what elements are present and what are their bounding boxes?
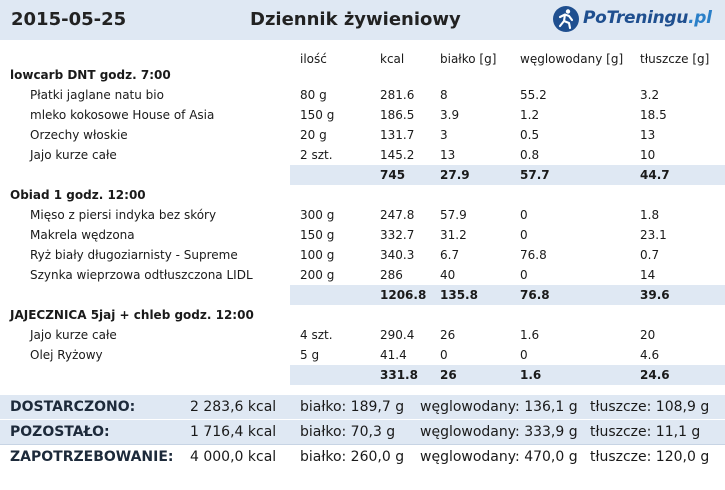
food-carbs: 0.5 — [520, 128, 540, 142]
food-protein: 3.9 — [440, 108, 460, 122]
food-kcal: 186.5 — [380, 108, 415, 122]
food-name: Mięso z piersi indyka bez skóry — [30, 208, 217, 222]
food-protein: 0 — [440, 348, 448, 362]
sum-fat: 44.7 — [640, 168, 670, 182]
sum-fat: 39.6 — [640, 288, 670, 302]
food-protein: 3 — [440, 128, 448, 142]
page-date: 2015-05-25 — [11, 9, 127, 30]
food-fat: 1.8 — [640, 208, 660, 222]
food-qty: 300 g — [300, 208, 335, 222]
logo[interactable] — [552, 4, 717, 34]
meal-header — [0, 305, 725, 325]
total-carbs: węglowodany: 470,0 g — [420, 449, 578, 465]
food-row — [0, 105, 725, 125]
food-fat: 13 — [640, 128, 656, 142]
food-fat: 20 — [640, 328, 656, 342]
meal-header — [0, 65, 725, 85]
logo-text — [583, 8, 712, 28]
meal-name: Obiad 1 godz. 12:00 — [10, 188, 146, 202]
food-kcal: 41.4 — [380, 348, 407, 362]
total-fat: tłuszcze: 11,1 g — [590, 424, 701, 440]
sum-fat: 24.6 — [640, 368, 670, 382]
food-fat: 3.2 — [640, 88, 660, 102]
food-fat: 10 — [640, 148, 656, 162]
food-qty: 150 g — [300, 228, 335, 242]
col-carbs: węglowodany [g] — [520, 52, 624, 66]
food-name: Jajo kurze całe — [30, 328, 117, 342]
food-row — [0, 345, 725, 365]
food-row — [0, 145, 725, 165]
food-name: Jajo kurze całe — [30, 148, 117, 162]
sum-protein: 26 — [440, 368, 457, 382]
food-row — [0, 125, 725, 145]
total-kcal: 2 283,6 kcal — [190, 399, 277, 415]
total-label: POZOSTAŁO: — [10, 424, 110, 440]
food-row — [0, 325, 725, 345]
food-qty: 80 g — [300, 88, 327, 102]
meal-name: JAJECZNICA 5jaj + chleb godz. 12:00 — [10, 308, 254, 322]
food-kcal: 247.8 — [380, 208, 415, 222]
food-carbs: 1.2 — [520, 108, 540, 122]
sum-carbs: 76.8 — [520, 288, 550, 302]
food-protein: 8 — [440, 88, 448, 102]
meal-sum-row — [290, 365, 725, 385]
food-carbs: 55.2 — [520, 88, 547, 102]
food-kcal: 286 — [380, 268, 403, 282]
food-name: Makrela wędzona — [30, 228, 135, 242]
total-protein: białko: 70,3 g — [300, 424, 396, 440]
food-kcal: 145.2 — [380, 148, 415, 162]
page-title: Dziennik żywieniowy — [250, 9, 461, 30]
food-row — [0, 225, 725, 245]
food-fat: 14 — [640, 268, 656, 282]
food-row — [0, 205, 725, 225]
col-fat: tłuszcze [g] — [640, 52, 710, 66]
total-fat: tłuszcze: 120,0 g — [590, 449, 710, 465]
total-protein: białko: 189,7 g — [300, 399, 405, 415]
total-kcal: 1 716,4 kcal — [190, 424, 277, 440]
total-fat: tłuszcze: 108,9 g — [590, 399, 710, 415]
food-row — [0, 265, 725, 285]
total-carbs: węglowodany: 333,9 g — [420, 424, 578, 440]
food-kcal: 131.7 — [380, 128, 415, 142]
food-qty: 2 szt. — [300, 148, 333, 162]
food-row — [0, 85, 725, 105]
meal-sum-row — [290, 165, 725, 185]
total-remaining-row — [0, 420, 725, 444]
col-qty: ilość — [300, 52, 327, 66]
food-protein: 26 — [440, 328, 456, 342]
food-qty: 20 g — [300, 128, 327, 142]
food-carbs: 1.6 — [520, 328, 540, 342]
food-carbs: 0 — [520, 348, 528, 362]
food-qty: 200 g — [300, 268, 335, 282]
food-protein: 40 — [440, 268, 456, 282]
food-name: Orzechy włoskie — [30, 128, 128, 142]
food-name: Olej Ryżowy — [30, 348, 103, 362]
sum-protein: 27.9 — [440, 168, 470, 182]
food-name: Płatki jaglane natu bio — [30, 88, 164, 102]
col-protein: białko [g] — [440, 52, 497, 66]
food-protein: 6.7 — [440, 248, 460, 262]
sum-carbs: 1.6 — [520, 368, 542, 382]
sum-protein: 135.8 — [440, 288, 478, 302]
sum-kcal: 745 — [380, 168, 406, 182]
food-fat: 18.5 — [640, 108, 667, 122]
food-qty: 150 g — [300, 108, 335, 122]
total-requirement-row — [0, 445, 725, 469]
food-carbs: 76.8 — [520, 248, 547, 262]
sum-carbs: 57.7 — [520, 168, 550, 182]
food-kcal: 332.7 — [380, 228, 415, 242]
total-kcal: 4 000,0 kcal — [190, 449, 277, 465]
food-fat: 0.7 — [640, 248, 660, 262]
total-label: ZAPOTRZEBOWANIE: — [10, 449, 174, 465]
total-delivered-row — [0, 395, 725, 419]
logo-name: PoTreningu — [583, 8, 689, 28]
meal-name: lowcarb DNT godz. 7:00 — [10, 68, 171, 82]
total-protein: białko: 260,0 g — [300, 449, 405, 465]
col-kcal: kcal — [380, 52, 405, 66]
food-qty: 100 g — [300, 248, 335, 262]
food-name: Ryż biały długoziarnisty - Supreme — [30, 248, 238, 262]
food-name: mleko kokosowe House of Asia — [30, 108, 215, 122]
meal-sum-row — [290, 285, 725, 305]
food-carbs: 0.8 — [520, 148, 540, 162]
food-carbs: 0 — [520, 228, 528, 242]
food-protein: 57.9 — [440, 208, 467, 222]
food-protein: 13 — [440, 148, 456, 162]
food-fat: 4.6 — [640, 348, 660, 362]
food-kcal: 281.6 — [380, 88, 415, 102]
runner-logo-icon — [552, 5, 580, 33]
food-qty: 5 g — [300, 348, 320, 362]
logo-domain: .pl — [688, 8, 712, 28]
food-row — [0, 245, 725, 265]
food-kcal: 290.4 — [380, 328, 415, 342]
food-carbs: 0 — [520, 208, 528, 222]
food-kcal: 340.3 — [380, 248, 415, 262]
food-carbs: 0 — [520, 268, 528, 282]
sum-kcal: 1206.8 — [380, 288, 427, 302]
column-header-row — [0, 44, 725, 64]
food-qty: 4 szt. — [300, 328, 333, 342]
total-label: DOSTARCZONO: — [10, 399, 136, 415]
header-bar — [0, 0, 725, 40]
sum-kcal: 331.8 — [380, 368, 418, 382]
food-name: Szynka wieprzowa odtłuszczona LIDL — [30, 268, 253, 282]
food-protein: 31.2 — [440, 228, 467, 242]
meal-header — [0, 185, 725, 205]
food-fat: 23.1 — [640, 228, 667, 242]
total-carbs: węglowodany: 136,1 g — [420, 399, 578, 415]
